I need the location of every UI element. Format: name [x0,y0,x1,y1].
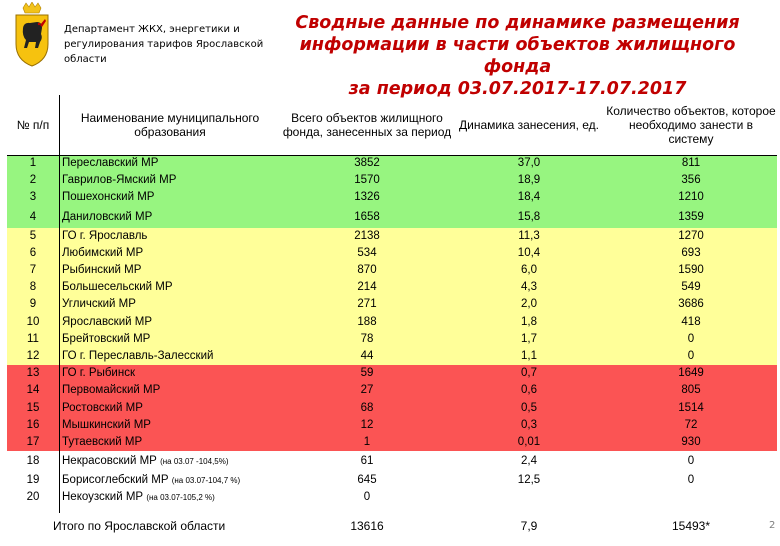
municipality-name: ГО г. Ярославль [62,229,148,242]
row-total-objects: 27 [281,382,453,399]
row-municipality [59,382,281,399]
municipality-name: Гаврилов-Ямский МР [62,174,177,187]
table-row [7,399,777,416]
header-total: Всего объектов жилищного фонда, занесенных за период [282,111,452,139]
row-dynamics: 11,3 [453,228,605,245]
row-municipality [59,172,281,189]
row-total-objects: 59 [281,365,453,382]
row-municipality [59,331,281,348]
row-total-objects: 1326 [281,189,453,206]
row-total-objects: 1570 [281,172,453,189]
row-municipality [59,434,281,451]
row-remaining: 72 [605,417,777,434]
total-row [7,506,777,546]
row-remaining: 356 [605,172,777,189]
row-dynamics: 2,0 [453,296,605,313]
table-row [7,155,777,172]
table-row [7,228,777,245]
row-number: 18 [7,451,59,472]
row-number: 16 [7,417,59,434]
row-municipality [59,417,281,434]
row-dynamics: 6,0 [453,262,605,279]
table-row [7,189,777,206]
row-number: 5 [7,228,59,245]
row-municipality [59,279,281,296]
row-remaining: 0 [605,472,777,489]
municipality-name: Ярославский МР [62,315,153,328]
table-row [7,348,777,365]
row-total-objects: 1658 [281,207,453,228]
table-row [7,434,777,451]
row-number: 14 [7,382,59,399]
municipality-name: Пошехонский МР [62,191,155,204]
municipality-note: (на 03.07-105,2 %) [146,493,215,503]
row-number: 20 [7,489,59,506]
table-row [7,489,777,506]
row-remaining: 1649 [605,365,777,382]
row-remaining: 1359 [605,207,777,228]
row-number: 1 [7,155,59,172]
municipality-name: ГО г. Переславль-Залесский [62,349,214,362]
row-number: 13 [7,365,59,382]
row-remaining: 930 [605,434,777,451]
row-remaining [605,489,777,506]
row-dynamics: 18,4 [453,189,605,206]
municipality-note: (на 03.07 -104,5%) [160,457,229,466]
table-row [7,365,777,382]
table-row [7,382,777,399]
row-remaining: 0 [605,348,777,365]
table-header-row [7,95,777,155]
header-remaining: Количество объектов, которое необходимо занести в систему [606,104,776,146]
municipality-name: Переславский МР [62,157,159,170]
table-row [7,314,777,331]
header-divider [7,155,777,156]
row-dynamics: 18,9 [453,172,605,189]
header-dynamics: Динамика занесения, ед. [459,118,599,132]
row-number: 6 [7,245,59,262]
municipality-name: Большесельский МР [62,281,173,294]
municipality-name: Брейтовский МР [62,332,151,345]
row-total-objects: 3852 [281,155,453,172]
row-number: 9 [7,296,59,313]
row-dynamics: 37,0 [453,155,605,172]
row-dynamics: 1,7 [453,331,605,348]
municipality-name: Некрасовский МР [62,455,157,467]
row-total-objects: 214 [281,279,453,296]
row-number: 11 [7,331,59,348]
row-remaining: 811 [605,155,777,172]
municipality-name: Мышкинский МР [62,418,151,431]
row-number: 7 [7,262,59,279]
row-total-objects: 1 [281,434,453,451]
total-objects: 13616 [281,506,453,546]
row-municipality [59,472,281,489]
municipality-name: Угличский МР [62,298,136,311]
table-row [7,451,777,472]
table-row [7,331,777,348]
department-name: Департамент ЖКХ, энергетики и регулирования тарифов Ярославской области [64,24,264,65]
row-dynamics: 15,8 [453,207,605,228]
row-total-objects: 68 [281,399,453,416]
table-body [7,155,777,546]
row-remaining: 1210 [605,189,777,206]
row-number: 15 [7,399,59,416]
row-dynamics: 1,1 [453,348,605,365]
row-total-objects: 645 [281,472,453,489]
row-remaining: 693 [605,245,777,262]
row-dynamics: 0,7 [453,365,605,382]
row-total-objects: 78 [281,331,453,348]
municipality-name: ГО г. Рыбинск [62,367,135,380]
row-number: 12 [7,348,59,365]
row-dynamics: 0,3 [453,417,605,434]
row-municipality [59,451,281,472]
row-total-objects: 188 [281,314,453,331]
municipality-name: Рыбинский МР [62,264,142,277]
row-remaining: 1270 [605,228,777,245]
header-num: № п/п [16,118,50,132]
row-number: 4 [7,207,59,228]
row-dynamics: 1,8 [453,314,605,331]
table-row [7,417,777,434]
row-municipality [59,365,281,382]
table-row [7,245,777,262]
table-row [7,472,777,489]
municipality-name: Первомайский МР [62,384,161,397]
table-row [7,262,777,279]
row-municipality [59,207,281,228]
row-total-objects: 2138 [281,228,453,245]
row-municipality [59,228,281,245]
total-label: Итого по Ярославской области [7,506,281,546]
municipality-name: Тутаевский МР [62,435,143,448]
header-name: Наименование муниципального образования [80,111,260,139]
row-remaining: 418 [605,314,777,331]
row-total-objects: 534 [281,245,453,262]
row-dynamics: 2,4 [453,451,605,472]
page-title [285,12,750,100]
row-municipality [59,155,281,172]
row-remaining: 1590 [605,262,777,279]
row-dynamics [453,489,605,506]
row-municipality [59,489,281,506]
table-row [7,207,777,228]
row-total-objects: 0 [281,489,453,506]
row-dynamics: 12,5 [453,472,605,489]
row-number: 3 [7,189,59,206]
row-total-objects: 44 [281,348,453,365]
row-remaining: 805 [605,382,777,399]
column-divider [59,95,60,513]
row-total-objects: 12 [281,417,453,434]
row-municipality [59,245,281,262]
row-municipality [59,189,281,206]
title-line-3: за период 03.07.2017-17.07.2017 [348,79,687,99]
row-remaining: 0 [605,331,777,348]
row-number: 10 [7,314,59,331]
row-total-objects: 271 [281,296,453,313]
row-municipality [59,399,281,416]
page-number: 2 [769,520,776,531]
row-remaining: 3686 [605,296,777,313]
row-dynamics: 0,01 [453,434,605,451]
title-line-1: Сводные данные по динамике размещения [295,13,740,33]
municipality-name: Ростовский МР [62,401,143,414]
row-municipality [59,348,281,365]
row-remaining: 1514 [605,399,777,416]
row-total-objects: 61 [281,451,453,472]
row-municipality [59,314,281,331]
coat-of-arms-emblem [14,2,50,68]
title-line-2: информации в части объектов жилищного фонда [299,35,736,77]
row-municipality [59,262,281,279]
table-row [7,296,777,313]
row-municipality [59,296,281,313]
municipality-name: Некоузский МР [62,491,144,504]
municipality-name: Даниловский МР [62,210,153,223]
total-remaining: 15493* [605,506,777,546]
summary-table [7,95,777,546]
municipality-note: (на 03.07-104,7 %) [171,476,241,486]
table-row [7,279,777,296]
row-number: 2 [7,172,59,189]
row-remaining: 549 [605,279,777,296]
row-number: 17 [7,434,59,451]
row-total-objects: 870 [281,262,453,279]
municipality-name: Любимский МР [62,246,144,259]
row-dynamics: 10,4 [453,245,605,262]
row-dynamics: 0,6 [453,382,605,399]
table-row [7,172,777,189]
row-dynamics: 0,5 [453,399,605,416]
row-remaining: 0 [605,451,777,472]
total-dynamics: 7,9 [453,506,605,546]
municipality-name: Борисоглебский МР [62,474,169,487]
row-number: 8 [7,279,59,296]
row-dynamics: 4,3 [453,279,605,296]
row-number: 19 [7,472,59,489]
